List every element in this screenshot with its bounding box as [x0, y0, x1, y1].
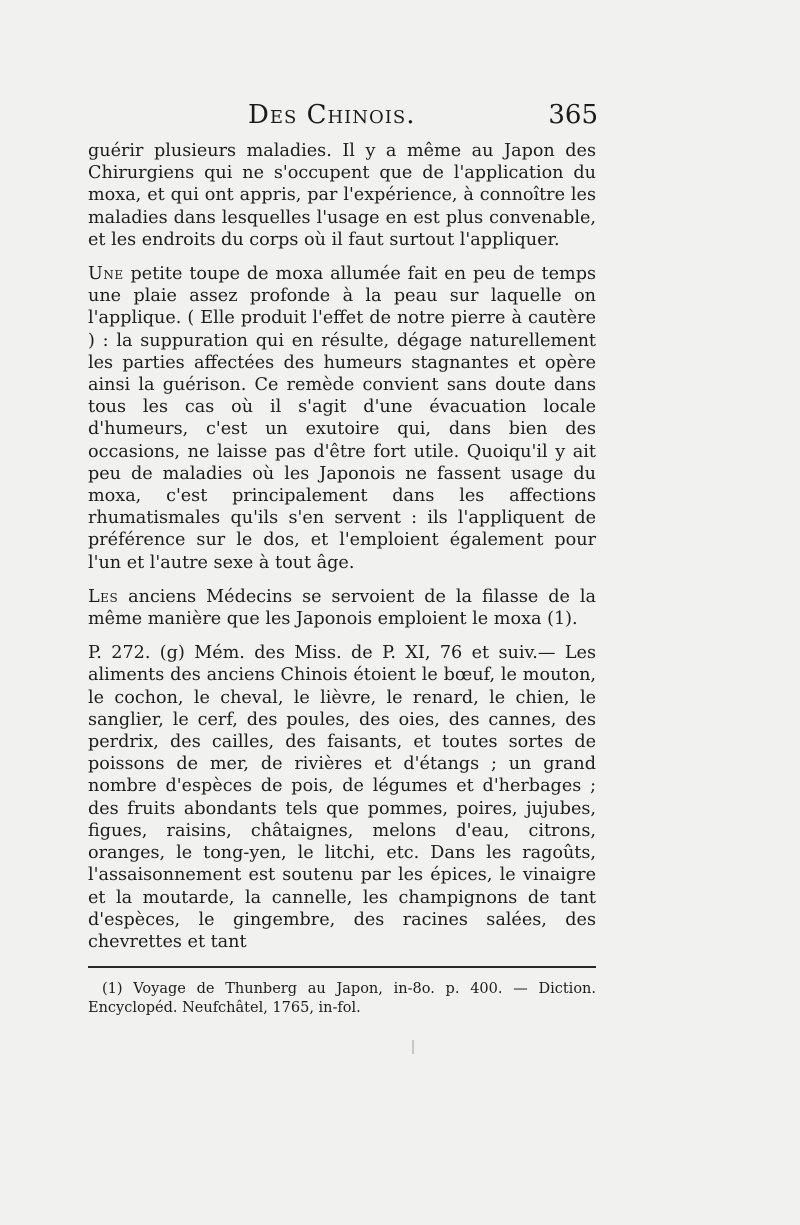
running-title: Des Chinois.: [248, 100, 416, 130]
paragraph-text: P. 272. (g) Mém. des Miss. de P. XI, 76 et suiv.— Les aliments des anciens Chinois étoient le bœuf, le mouton, le cochon, le cheval, le lièvre, le renard, le chien, le sanglier, le cerf, des poules, des oies, des cannes, des perdrix, des cailles, des faisants, et toutes sortes de poissons de mer, de rivières et d'étangs ; un grand nombre d'espèces de pois, de légumes et d'herbages ; des fruits abondants tels que pommes, poires, jujubes, figues, raisins, châtaignes, melons d'eau, citrons, oranges, le tong-yen, le litchi, etc. Dans les ragoûts, l'assaisonnement est soutenu par les épices, le vinaigre et la moutarde, la cannelle, les champignons de tant d'espèces, le gingembre, des racines salées, des chevrettes et tant: [88, 643, 596, 952]
stray-mark: [412, 1040, 414, 1054]
paragraph: [88, 263, 596, 574]
paragraph-lead: Les: [88, 586, 119, 607]
paragraph-text: guérir plusieurs maladies. Il y a même au Japon des Chirurgiens qui ne s'occupent que de l'application du moxa, et qui ont appris, par l'expérience, à connoître les maladies dans lesquelles l'usage en est plus convenable, et les endroits du corps où il faut surtout l'appliquer.: [88, 141, 596, 250]
footnote-text: Voyage de Thunberg au Japon, in-8o. p. 400. — Diction. Encyclopéd. Neufchâtel, 1765, in-fol.: [88, 981, 596, 1016]
footnote-number: (1): [102, 981, 123, 997]
footnote-divider: [88, 966, 596, 968]
page-number: 365: [548, 100, 598, 130]
paragraph: [88, 140, 596, 251]
paragraph: [88, 586, 596, 630]
paragraph-lead: Une: [88, 264, 124, 285]
paragraph-text: petite toupe de moxa allumée fait en peu de temps une plaie assez profonde à la peau sur laquelle on l'applique. ( Elle produit l'effet de notre pierre à cautère ) : la suppuration qui en résulte, dégage naturellement les parties affectées des humeurs stagnantes et opère ainsi la guérison. Ce remède convient sans doute dans tous les cas où il s'agit d'une évacuation locale d'humeurs, c'est un exutoire qui, dans bien des occasions, ne laisse pas d'être fort utile. Quoiqu'il y ait peu de maladies où les Japonois ne fassent usage du moxa, c'est principalement dans les affections rhumatismales qu'ils s'en servent : ils l'appliquent de préférence sur le dos, et l'emploient également pour l'un et l'autre sexe à tout âge.: [88, 264, 596, 573]
page-header: [88, 100, 598, 140]
paragraph: [88, 642, 596, 953]
body-text: [88, 140, 596, 965]
paragraph-text: anciens Médecins se servoient de la filasse de la même manière que les Japonois emploient le moxa (1).: [88, 586, 596, 630]
footnote: [88, 980, 596, 1018]
